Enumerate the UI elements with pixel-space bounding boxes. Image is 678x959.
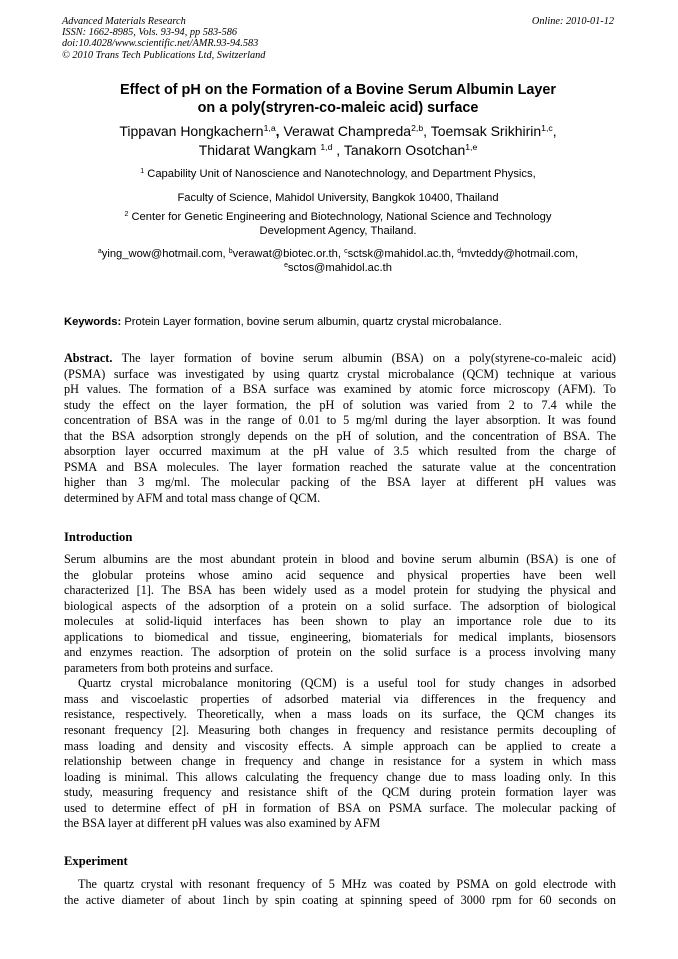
doi-line[interactable]: doi:10.4028/www.scientific.net/AMR.93-94.583 (62, 38, 259, 50)
affiliation-1: $^1$ Capability Unit of Nanoscience and Nanotechnology, and Department Physics, Faculty of Science, Mahidol University, Bangkok 10400, Thailand (140, 168, 536, 204)
email-link[interactable]: verawat@biotec.or.th (232, 248, 338, 260)
keywords (64, 316, 616, 328)
journal-name: Advanced Materials Research (62, 16, 186, 27)
email-link[interactable]: sctos@mahidol.ac.th (287, 262, 392, 274)
introduction-body: Serum albumins are the most abundant protein in blood and bovine serum albumin (BSA) is one of the globular proteins whose amino acid sequence and physical properties have been well characterized [1]. The BSA has been widely used as a model protein for studying the physical and biological aspects of the adsorption of a protein on a solid surface. The adsorption of biological molecules at solid-liquid interfaces has been shown to play an importance role due to its applications to biomedical and tissue, engineering, biomaterials for medical implants, biosensors and enzymes reaction. The adsorption of protein on the solid surface is a process involving many parameters from both proteins and surface. Quartz crystal microbalance monitoring (QCM) is a useful tool for study changes in adsorbed mass and viscoelastic properties of adsorbed material via differences in the frequency and resistance, respectively. Theoretically, when a mass loads on its surface, the QCM changes its resonant frequency [2]. Measuring both changes in frequency and resistance permits decoupling of mass loading and density and viscosity effects. A simple approach can be applied to create a relationship between change in frequency and change in resistance for a system in which mass loading is minimal. This allows calculating the frequency change due to mass loading only. In this study, measuring frequency and resistance shift of the QCM during protein formation layer was used to determine effect of pH in formation of BSA on PSMA surface. The molecular packing of the BSA layer at different pH values was also examined by AFM (64, 552, 616, 831)
email-link[interactable]: mvteddy@hotmail.com (461, 248, 575, 260)
author-mark: 1,a (263, 123, 276, 134)
experiment-heading: Experiment (64, 854, 128, 868)
author-name: Thidarat Wangkam (198, 142, 321, 158)
author-mark: 1,c (541, 123, 553, 134)
experiment-body: The quartz crystal with resonant frequency of 5 MHz was coated by PSMA on gold electrode with the active diameter of about 1inch by spin coating at spinning speed of 3000 rpm for 60 seconds on (64, 877, 616, 907)
author-name: Verawat Champreda (283, 123, 412, 139)
affiliation-mark: 2 (124, 211, 129, 219)
online-date: Online: 2010-01-12 (531, 16, 614, 27)
author-mark: 1,e (465, 142, 478, 153)
author-name: Tanakorn Osotchan (343, 142, 466, 158)
abstract: Abstract. The layer formation of bovine serum albumin (BSA) on a poly(styrene-co-maleic acid) (PSMA) surface was investigated by using quartz crystal microbalance (QCM) technique at various pH values. The formation of a BSA surface was examined by atomic force microscopy (AFM). To study the effect on the layer formation, the pH of solution was varied from 2 to 7.4 while the concentration of BSA was in the range of 0.01 to 5 mg/ml during the layer absorption. It was found that the BSA adsorption strongly depends on the pH of solution, and the concentration of BSA. The absorption layer occurred maximum at the pH value of 3.5 which resulted from the charge of PSMA and BSA molecules. The layer formation reached the saturate value at the concentration higher than 3 mg/ml. The molecular packing of the BSA layer at different pH values was determined by AFM and total mass change of QCM. (64, 351, 616, 505)
author-name: Toemsak Srikhirin (430, 123, 542, 139)
abstract-label: Abstract. (64, 351, 113, 365)
keywords-label: Keywords: (64, 316, 122, 328)
introduction-heading: Introduction (64, 530, 133, 544)
author-mark: 1,d (320, 142, 333, 153)
email-link[interactable]: sctsk@mahidol.ac.th (347, 248, 451, 260)
keywords-text: Protein Layer formation, bovine serum albumin, quartz crystal microbalance. (124, 316, 502, 328)
email-link[interactable]: ying_wow@hotmail.com (101, 248, 223, 260)
copyright-line: © 2010 Trans Tech Publications Ltd, Switzerland (62, 49, 266, 61)
author-line-1: Tippavan Hongkachern$^{1,a}$, Verawat Champreda$^{2,b}$, Toemsak Srikhirin$^{1,c}$, (119, 123, 557, 139)
title-line-1: Effect of pH on the Formation of a Bovine Serum Albumin Layer (119, 82, 557, 98)
title-line-2: on a poly(stryren-co-maleic acid) surface (197, 99, 479, 116)
author-emails: $^a$ying_wow@hotmail.com, $^b$verawat@biotec.or.th, $^c$sctsk@mahidol.ac.th, $^d$mvteddy@hotmail.com, $^e$sctos@mahidol.ac.th (97, 248, 579, 274)
affiliation-2: $^2$ Center for Genetic Engineering and Biotechnology, National Science and Technology Development Agency, Thailand. (124, 211, 552, 237)
author-name: Tippavan Hongkachern (119, 123, 264, 139)
author-list (62, 122, 614, 160)
issn-line: ISSN: 1662-8985, Vols. 93-94, pp 583-586 (62, 27, 238, 39)
paper-title (62, 82, 614, 117)
author-line-2: Thidarat Wangkam $^{1,d}$ , Tanakorn Osotchan$^{1,e}$ (198, 142, 478, 158)
author-mark: 2,b (411, 123, 424, 134)
journal-header (62, 16, 614, 61)
affiliation-mark: 1 (140, 168, 145, 176)
